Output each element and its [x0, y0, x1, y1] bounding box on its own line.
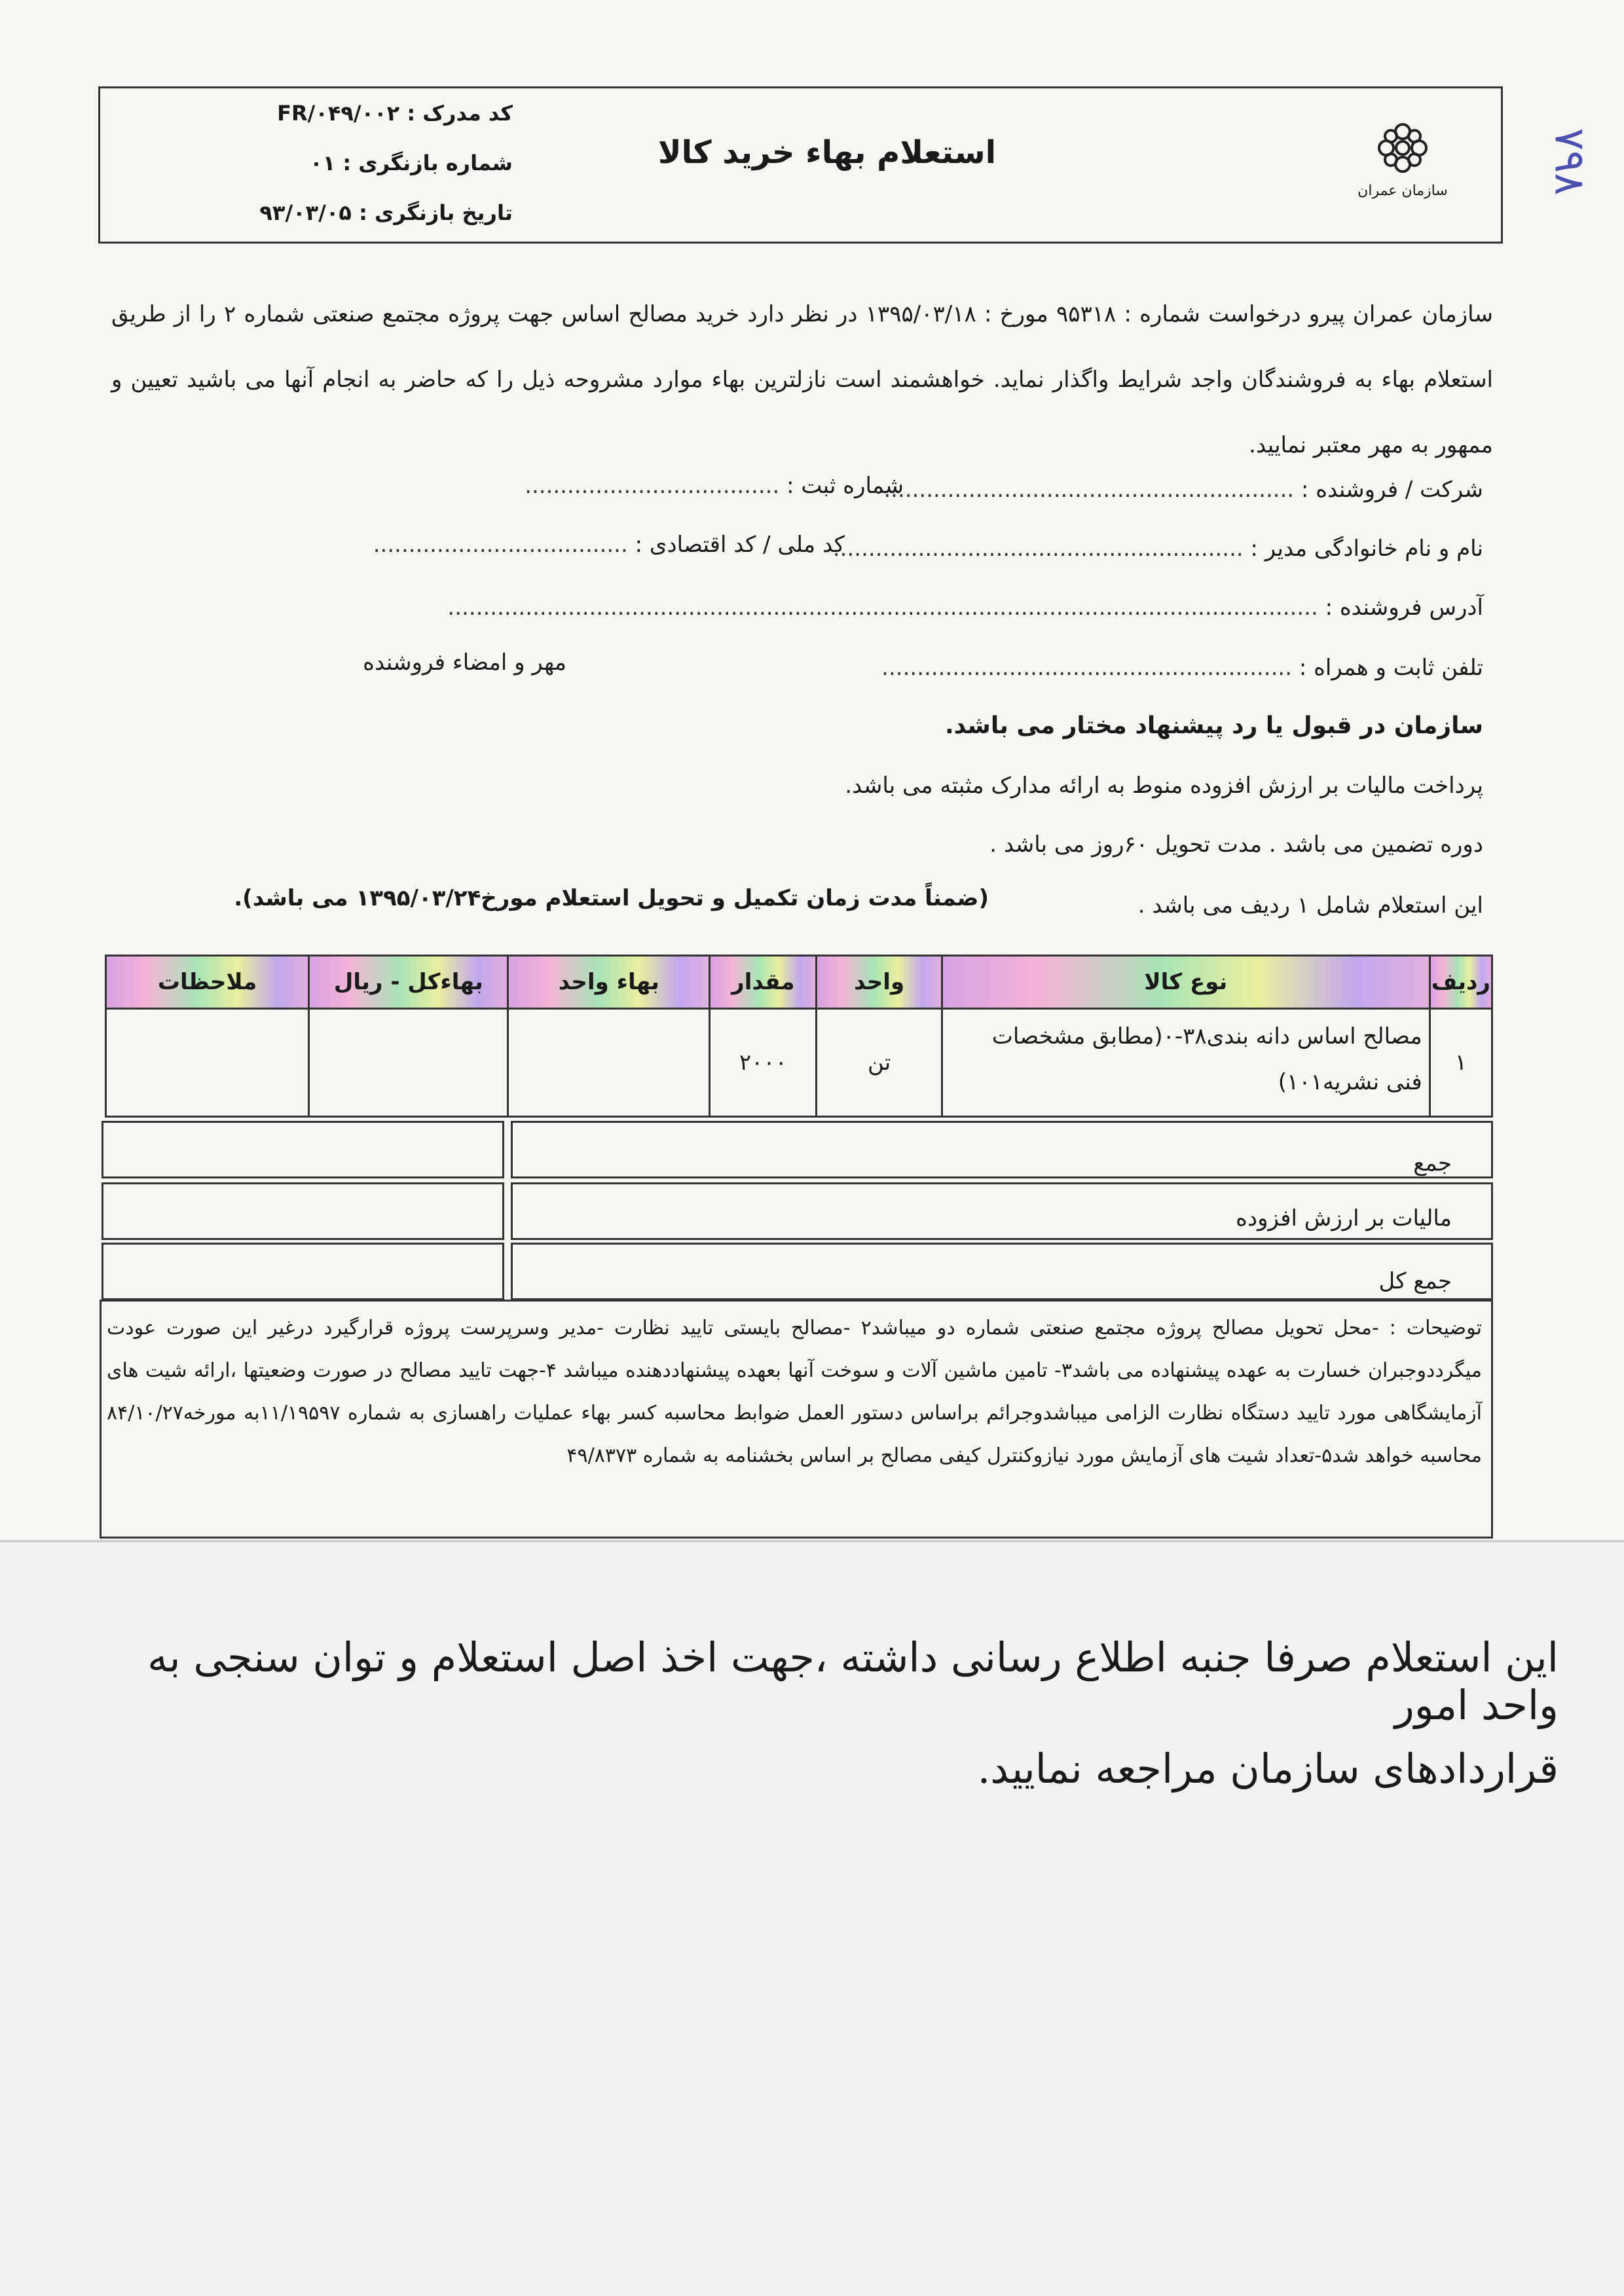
- org-right-statement: سازمان در قبول یا رد پیشنهاد مختار می باشد.: [944, 712, 1483, 739]
- table-header-row: [106, 956, 1492, 1009]
- vat-value-cell: [101, 1182, 504, 1240]
- handwritten-note-line-1: این استعلام صرفا جنبه اطلاع رسانی داشته ،جهت اخذ اصل استعلام و توان سنجی به واحد امور: [147, 1633, 1559, 1729]
- national-code-dots: ....................................: [373, 532, 628, 558]
- rows-count-statement: این استعلام شامل ۱ ردیف می باشد .: [1137, 892, 1483, 919]
- sum-row: [101, 1121, 1493, 1178]
- phone-label: تلفن ثابت و همراه :: [1299, 655, 1483, 681]
- total-label: جمع کل: [1378, 1268, 1452, 1294]
- notes-text: توضیحات : -محل تحویل مصالح پروژه مجتمع صنعتی شماره دو میباشد۲ -مصالح بایستی تایید نظارت -مدیر وسرپرست پروژه قرارگیرد درغیر این صورت عودت میگرددوجبران خسارت به عهده پیشنهاده می باشد۳- تامین ماشین آلات و سوخت آنها بعهده پیشنهاددهنده میباشد ۴-جهت تایید مصالح در صورت وضعیتها ،ارائه شیت های آزمایشگاهی مورد تایید دستگاه نظارت الزامی میباشدوجرائم براساس دستور العمل ضوابط محاسبه کسر بهاء عملیات راهسازی به شماره ۱۱/۱۹۵۹۷به مورخه۸۴/۱۰/۲۷ محاسبه خواهد شد۵-تعداد شیت های آزمایش مورد نیازوکنترل کیفی مصالح بر اساس بخشنامه به شماره ۴۹/۸۳۷۳: [107, 1317, 1483, 1467]
- header-box: [98, 86, 1503, 244]
- reg-no-label: شماره ثبت :: [786, 473, 904, 499]
- col-header-remarks: ملاحظات: [106, 956, 309, 1009]
- handwritten-note-line-2: قراردادهای سازمان مراجعه نمایید.: [977, 1745, 1559, 1793]
- company-field: [883, 477, 1483, 503]
- deadline-statement: (ضمناً مدت زمان تکمیل و تحویل استعلام مورخ۱۳۹۵/۰۳/۲۴ می باشد).: [234, 885, 989, 911]
- col-header-item: نوع کالا: [942, 956, 1430, 1009]
- col-header-row-no: ردیف: [1430, 956, 1492, 1009]
- manager-dots: ..........................................................: [832, 536, 1244, 562]
- total-value-cell: [101, 1243, 504, 1300]
- org-logo: [1350, 118, 1455, 199]
- national-code-label: کد ملی / کد اقتصادی :: [635, 532, 845, 558]
- cell-row-no: ۱: [1430, 1009, 1492, 1117]
- notes-box: [100, 1300, 1493, 1539]
- company-label: شرکت / فروشنده :: [1301, 477, 1483, 503]
- col-header-unit: واحد: [817, 956, 942, 1009]
- vat-statement: پرداخت مالیات بر ارزش افزوده منوط به ارائه مدارک مثبته می باشد.: [845, 773, 1483, 799]
- table-row: [106, 1009, 1492, 1117]
- goods-table: [105, 955, 1493, 1118]
- reg-no-field: [525, 473, 904, 499]
- manager-field: [833, 536, 1483, 562]
- cell-qty: ۲۰۰۰: [710, 1009, 817, 1117]
- cell-total: [309, 1009, 508, 1117]
- vat-label: مالیات بر ارزش افزوده: [1236, 1205, 1452, 1231]
- national-code-field: [373, 532, 845, 558]
- col-header-unit-price: بهاء واحد: [508, 956, 710, 1009]
- col-header-qty: مقدار: [710, 956, 817, 1009]
- cell-item: مصالح اساس دانه بندی۳۸-۰(مطابق مشخصات فنی نشریه۱۰۱): [942, 1009, 1430, 1117]
- revision-date: تاریخ بازنگری : ۹۳/۰۳/۰۵: [259, 200, 513, 225]
- address-label: آدرس فروشنده :: [1325, 594, 1483, 621]
- sum-value-cell: [101, 1121, 504, 1178]
- phone-dots: ..........................................................: [881, 655, 1292, 681]
- cell-unit: تن: [817, 1009, 942, 1117]
- document-title: استعلام بهاء خرید کالا: [657, 134, 997, 171]
- doc-code: کد مدرک : FR/۰۴۹/۰۰۲: [277, 101, 513, 126]
- sum-label: جمع: [1413, 1150, 1452, 1176]
- warranty-delivery-statement: دوره تضمین می باشد . مدت تحویل ۶۰روز می باشد .: [989, 831, 1483, 858]
- flower-emblem-icon: [1373, 118, 1432, 177]
- seller-seal-label: مهر و امضاء فروشنده: [363, 649, 566, 676]
- address-field: [447, 594, 1483, 621]
- vat-label-cell: [511, 1182, 1493, 1240]
- sum-label-cell: [511, 1121, 1493, 1178]
- col-header-total: بهاءکل - ریال: [309, 956, 508, 1009]
- intro-paragraph: سازمان عمران پیرو درخواست شماره : ۹۵۳۱۸ مورخ : ۱۳۹۵/۰۳/۱۸ در نظر دارد خرید مصالح اساس جهت پروژه مجتمع صنعتی شماره ۲ را از طریق استعلام بهاء به فروشندگان واجد شرایط واگذار نماید. خواهشمند است نازلترین بهاء موارد مشروحه ذیل را که حاضر به انجام آنها می باشید تعیین و ممهور به مهر معتبر نمایید.: [111, 301, 1493, 458]
- company-dots: ..........................................................: [883, 477, 1295, 503]
- handwritten-mark: ۷۹۸: [1545, 128, 1594, 196]
- total-label-cell: [511, 1243, 1493, 1300]
- phone-field: [881, 655, 1483, 681]
- cell-unit-price: [508, 1009, 710, 1117]
- document-meta: [146, 88, 513, 238]
- manager-label: نام و نام خانوادگی مدیر :: [1250, 536, 1483, 562]
- address-dots: ...........................................................................................................................: [447, 594, 1318, 621]
- total-row: [101, 1243, 1493, 1300]
- reg-no-dots: ....................................: [525, 473, 780, 499]
- vat-row: [101, 1182, 1493, 1240]
- revision-number: شماره بازنگری : ۰۱: [310, 151, 513, 175]
- org-name: سازمان عمران: [1357, 183, 1448, 199]
- cell-remarks: [106, 1009, 309, 1117]
